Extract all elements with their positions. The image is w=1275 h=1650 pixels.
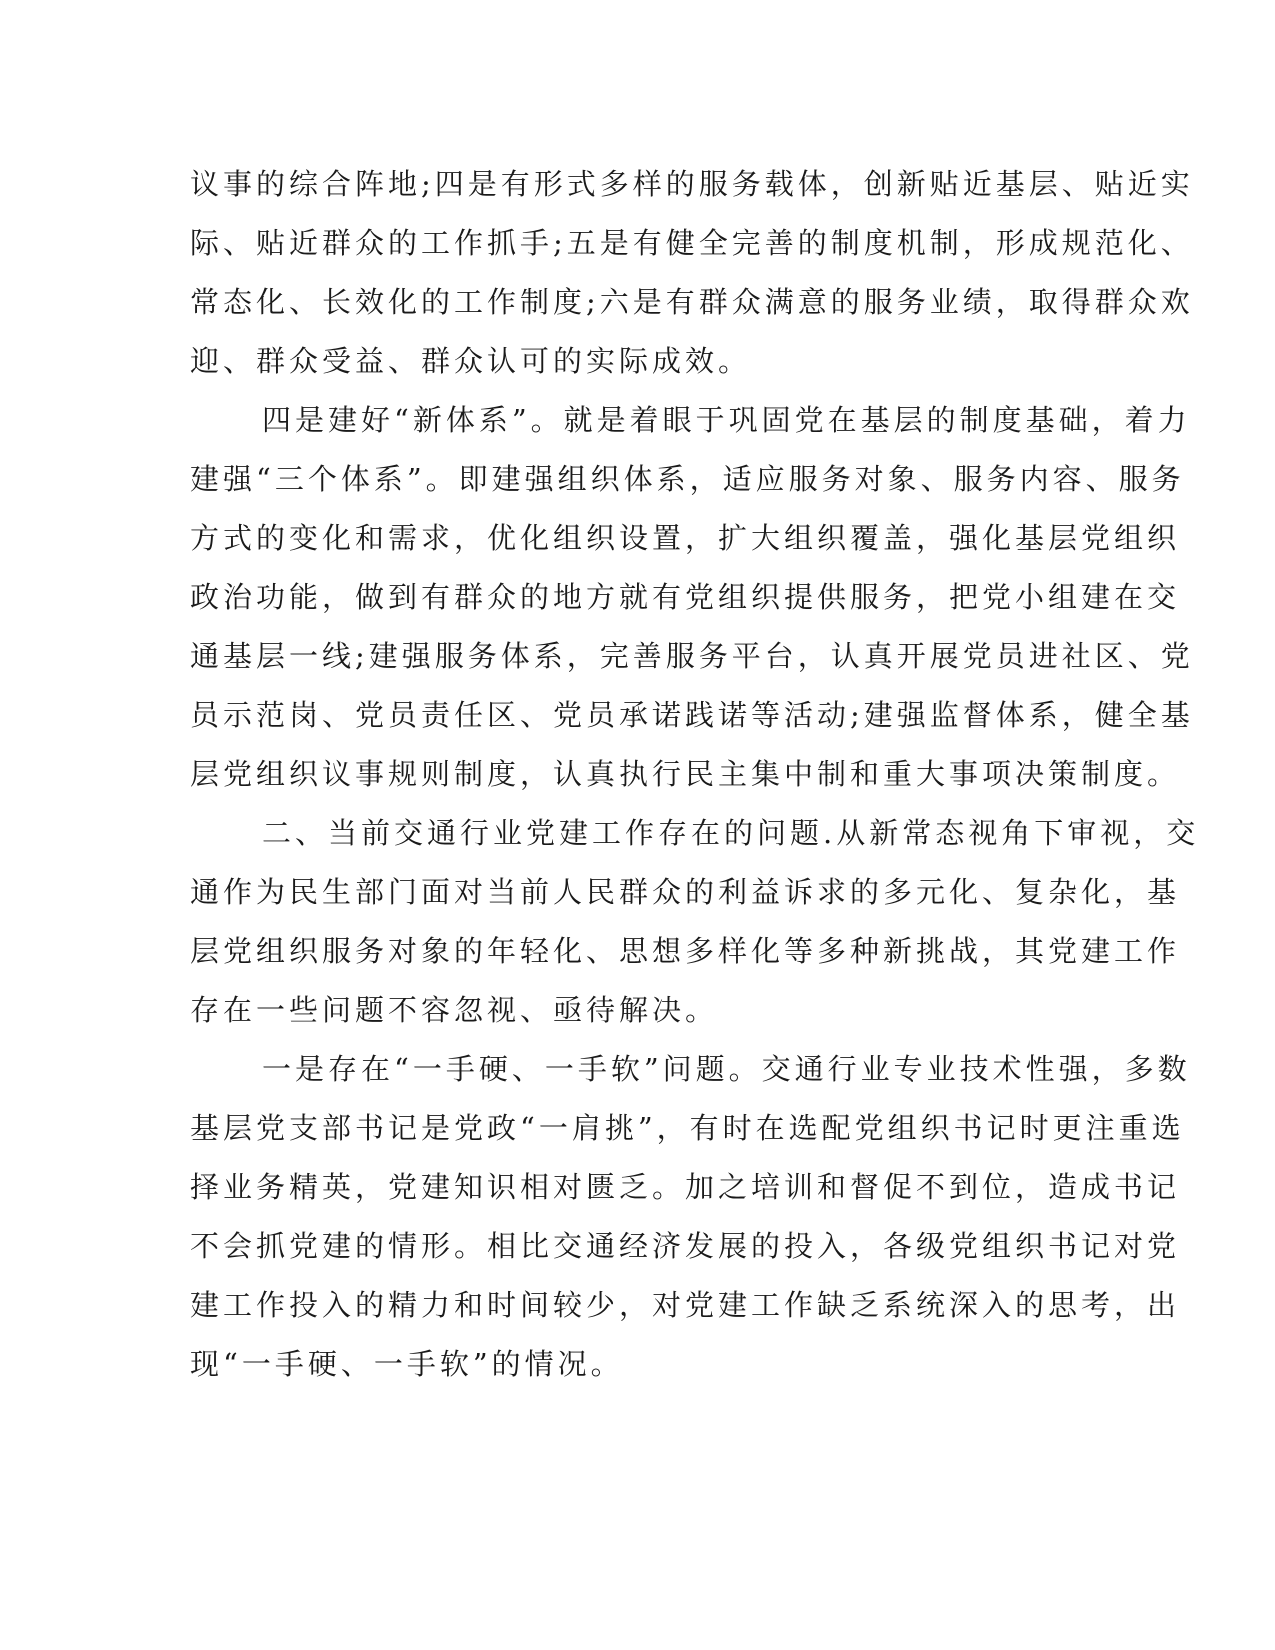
paragraph-4-line-2: 基层党支部书记是党政“一肩挑”，有时在选配党组织书记时更注重选: [190, 1111, 1185, 1145]
paragraph-3-line-4: 存在一些问题不容忽视、亟待解决。: [190, 993, 719, 1027]
paragraph-4-line-5: 建工作投入的精力和时间较少，对党建工作缺乏系统深入的思考，出: [190, 1288, 1181, 1322]
paragraph-3-line-1: 二、当前交通行业党建工作存在的问题.从新常态视角下审视，交: [262, 816, 1200, 850]
paragraph-4-line-3: 择业务精英，党建知识相对匮乏。加之培训和督促不到位，造成书记: [190, 1170, 1181, 1204]
paragraph-4-line-1: 一是存在“一手硬、一手软”问题。交通行业专业技术性强，多数: [262, 1052, 1191, 1086]
paragraph-2-line-6: 员示范岗、党员责任区、党员承诺践诺等活动;建强监督体系，健全基: [190, 698, 1194, 732]
paragraph-1-line-4: 迎、群众受益、群众认可的实际成效。: [190, 344, 752, 378]
paragraph-1-line-3: 常态化、长效化的工作制度;六是有群众满意的服务业绩，取得群众欢: [190, 285, 1194, 319]
paragraph-4-line-6: 现“一手硬、一手软”的情况。: [190, 1347, 624, 1381]
paragraph-2-line-2: 建强“三个体系”。即建强组织体系，适应服务对象、服务内容、服务: [190, 462, 1185, 496]
paragraph-2-line-4: 政治功能，做到有群众的地方就有党组织提供服务，把党小组建在交: [190, 580, 1181, 614]
paragraph-2-line-5: 通基层一线;建强服务体系，完善服务平台，认真开展党员进社区、党: [190, 639, 1194, 673]
paragraph-1-line-2: 际、贴近群众的工作抓手;五是有健全完善的制度机制，形成规范化、: [190, 226, 1194, 260]
paragraph-2-line-1: 四是建好“新体系”。就是着眼于巩固党在基层的制度基础，着力: [262, 403, 1191, 437]
paragraph-1-line-1: 议事的综合阵地;四是有形式多样的服务载体，创新贴近基层、贴近实: [190, 167, 1194, 201]
paragraph-3-line-3: 层党组织服务对象的年轻化、思想多样化等多种新挑战，其党建工作: [190, 934, 1181, 968]
paragraph-2-line-3: 方式的变化和需求，优化组织设置，扩大组织覆盖，强化基层党组织: [190, 521, 1181, 555]
paragraph-4-line-4: 不会抓党建的情形。相比交通经济发展的投入，各级党组织书记对党: [190, 1229, 1181, 1263]
paragraph-2-line-7: 层党组织议事规则制度，认真执行民主集中制和重大事项决策制度。: [190, 757, 1181, 791]
paragraph-3-line-2: 通作为民生部门面对当前人民群众的利益诉求的多元化、复杂化，基: [190, 875, 1181, 909]
